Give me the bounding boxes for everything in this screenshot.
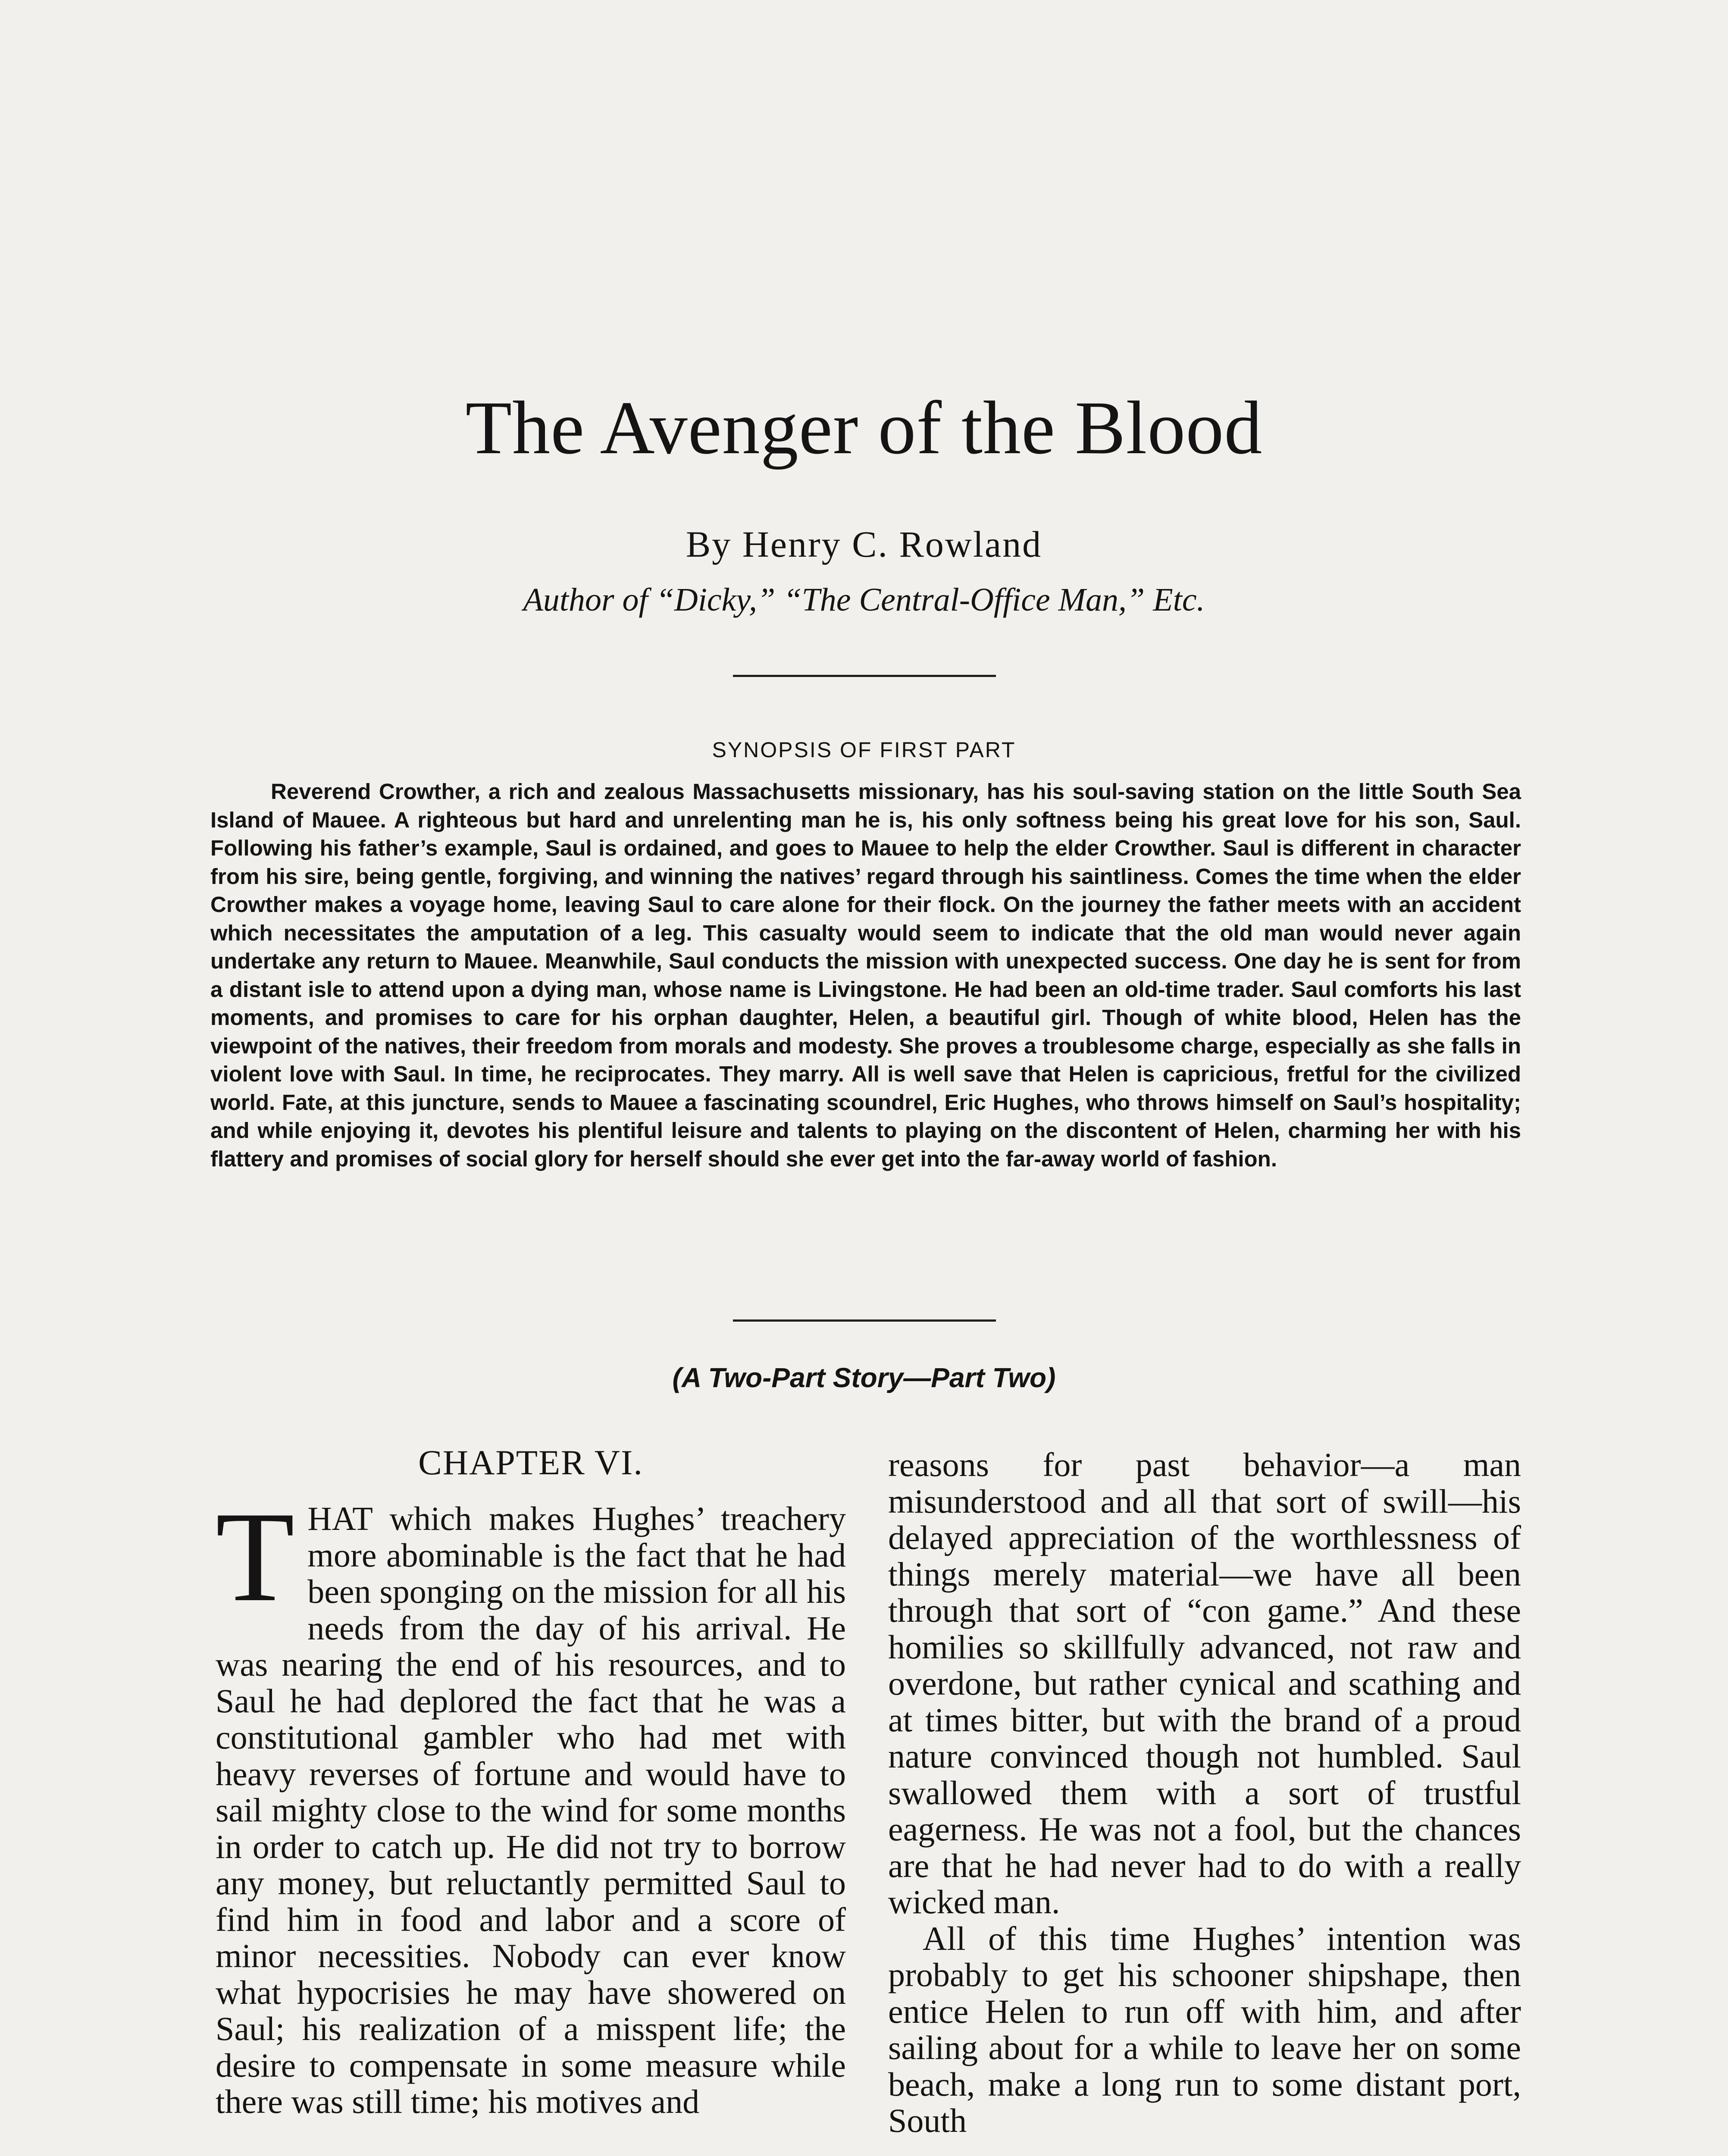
synopsis-divider <box>733 1319 996 1322</box>
left-column-text <box>216 1485 846 2120</box>
chapter-heading: CHAPTER VI. <box>418 1443 643 1482</box>
author-credits: Author of “Dicky,” “The Central-Office Man,” Etc. <box>523 582 1205 618</box>
right-column-text <box>888 1447 1521 2139</box>
story-title: The Avenger of the Blood <box>465 386 1263 470</box>
part-label: (A Two-Part Story—Part Two) <box>672 1362 1056 1393</box>
synopsis-text: Reverend Crowther, a rich and zealous Massachusetts missionary, has his soul-saving station on the little South Sea Island of Mauee. A righteous but hard and unrelenting man he is, his only softness being his great love for his son, Saul. Following his father’s example, Saul is ordained, and goes to Mauee to help the elder Crowther. Saul is different in character from his sire, being gentle, forgiving, and winning the natives’ regard through his saintliness. Comes the time when the elder Crowther makes a voyage home, leaving Saul to care alone for their flock. On the journey the father meets with an accident which necessitates the amputation of a leg. This casualty would seem to indicate that the old man would never again undertake any return to Mauee. Meanwhile, Saul conducts the mission with unexpected success. One day he is sent for from a distant isle to attend upon a dying man, whose name is Livingstone. He had been an old-time trader. Saul comforts his last moments, and promises to care for his orphan daughter, Helen, a beautiful girl. Though of white blood, Helen has the viewpoint of the natives, their freedom from morals and modesty. She proves a troublesome charge, especially as she falls in violent love with Saul. In time, he reciprocates. They marry. All is well save that Helen is capricious, fretful for the civilized world. Fate, at this juncture, sends to Mauee a fascinating scoundrel, Eric Hughes, who throws himself on Saul’s hospitality; and while enjoying it, devotes his plentiful leisure and talents to playing on the discontent of Helen, charming her with his flattery and promises of social glory for herself should she ever get into the far-away world of fashion. <box>210 779 1521 1171</box>
right-column-paragraph-2: All of this time Hughes’ intention was probably to get his schooner shipshape, then entice Helen to run off with him, and after sailing about for a while to leave her on some beach, make a long run to some distant port, South <box>888 1919 1521 2139</box>
right-column-paragraph-1: reasons for past behavior—a man misunderstood and all that sort of swill—his delayed appreciation of the worthlessness of things merely material—we have all been through that sort of “con game.” And these homilies so skillfully advanced, not raw and overdone, but rather cynical and scathing and at times bitter, but with the brand of a proud nature convinced though not humbled. Saul swallowed them with a sort of trustful eagerness. He was not a fool, but the chances are that he had never had to do with a really wicked man. <box>888 1446 1521 1921</box>
synopsis-heading: SYNOPSIS OF FIRST PART <box>712 738 1016 762</box>
header-divider <box>733 675 996 677</box>
author-byline: By Henry C. Rowland <box>686 523 1042 565</box>
left-column-paragraph: HAT which makes Hughes’ treachery more abominable is the fact that he had been sponging on the mission for all his needs from the day of his arrival. He was nearing the end of his resources, and to Saul he had deplored the fact that he was a constitutional gambler who had met with heavy reverses of fortune and would have to sail mighty close to the wind for some months in order to catch up. He did not try to borrow any money, but reluctantly permitted Saul to find him in food and labor and a score of minor necessities. Nobody can ever know what hypocrisies he may have showered on Saul; his realization of a misspent life; the desire to compensate in some measure while there was still time; his motives and <box>216 1500 846 2120</box>
drop-cap: T <box>216 1485 295 1628</box>
